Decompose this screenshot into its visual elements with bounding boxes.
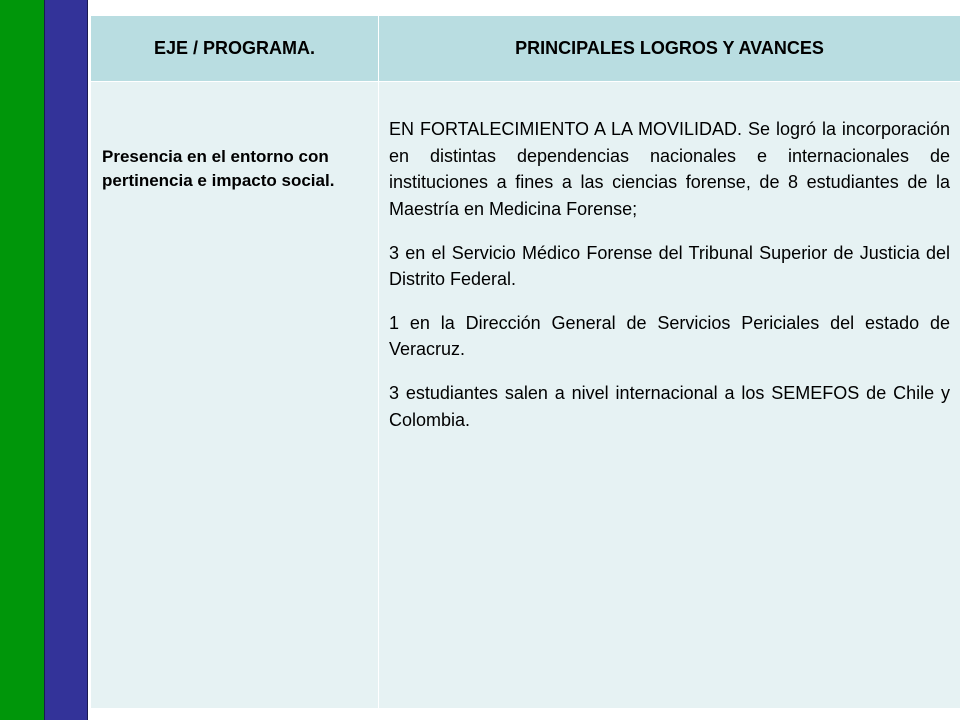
achievement-paragraph: 1 en la Dirección General de Servicios Periciales del estado de Veracruz. [389, 312, 950, 360]
achievement-paragraph: EN FORTALECIMIENTO A LA MOVILIDAD. Se logró la incorporación en distintas dependencias nacionales e internacionales de instituciones a fines a las ciencias forense, de 8 estudiantes de la Maestría en Medicina Forense; [389, 119, 950, 219]
blue-side-bar [44, 0, 88, 720]
achievement-paragraph: 3 estudiantes salen a nivel internacional a los SEMEFOS de Chile y Colombia. [389, 383, 950, 430]
table-header-row [91, 16, 960, 82]
table-row [91, 82, 960, 709]
achievements-table [90, 15, 960, 709]
green-side-bar [0, 0, 44, 720]
header-achievements: PRINCIPALES LOGROS Y AVANCES [379, 16, 960, 82]
axis-program-cell: Presencia en el entorno con pertinencia e impacto social. [91, 82, 379, 709]
achievement-paragraph: 3 en el Servicio Médico Forense del Tribunal Superior de Justicia del Distrito Federal. [389, 242, 950, 290]
header-axis-program: EJE / PROGRAMA. [91, 16, 379, 82]
achievements-cell [379, 82, 960, 709]
